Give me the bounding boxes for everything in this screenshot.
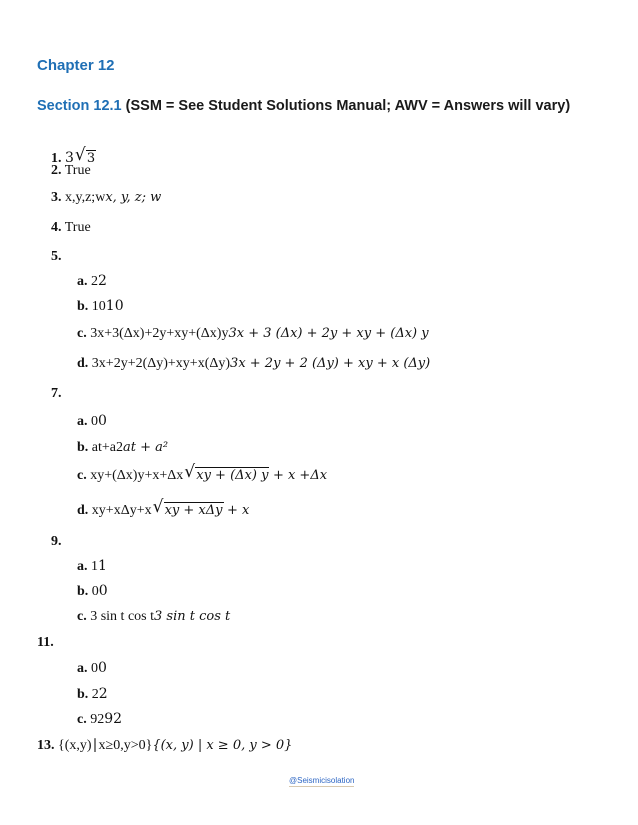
- answer-13-label: 13.: [37, 738, 55, 753]
- answer-7b-label: b.: [77, 440, 89, 455]
- answer-11b-text: 2: [91, 687, 99, 702]
- answer-7c-math-tail: + x +Δx: [272, 468, 328, 483]
- answer-9a-text: 1: [91, 559, 98, 574]
- answer-5a: [77, 272, 107, 291]
- answer-7d-label: d.: [77, 503, 89, 518]
- answer-3-math: x, y, z; w: [105, 190, 162, 205]
- answer-9c-math: 3 sin t cos t: [154, 609, 231, 624]
- section-heading: [37, 98, 570, 114]
- answer-5d: [77, 355, 430, 373]
- answer-5b-label: b.: [77, 299, 89, 314]
- section-note: (SSM = See Student Solutions Manual; AWV = Answers will vary): [125, 98, 571, 114]
- answer-2-label: 2.: [51, 163, 62, 178]
- answer-3: [51, 189, 161, 207]
- answer-11a: [77, 659, 107, 678]
- answer-7d: [77, 497, 250, 520]
- answer-5c: [77, 325, 429, 343]
- answer-13: [37, 737, 292, 755]
- answer-7a-label: a.: [77, 414, 88, 429]
- answer-3-text: x,y,z;w: [65, 190, 106, 205]
- answer-7: [51, 385, 62, 403]
- answer-5a-math: 2: [98, 273, 107, 289]
- answer-13-math: {(x, y) | x ≥ 0, y > 0}: [152, 738, 293, 753]
- answer-5a-label: a.: [77, 274, 88, 289]
- answer-5d-math: 3x + 2y + 2 (Δy) + xy + x (Δy): [230, 356, 431, 371]
- answer-5: [51, 248, 62, 266]
- answer-4: [51, 219, 91, 237]
- chapter-heading: Chapter 12: [37, 57, 115, 74]
- answer-7c: [77, 462, 328, 485]
- answer-11b-math: 2: [98, 686, 108, 702]
- answer-5c-text: 3x+3(Δx)+2y+xy+(Δx)y: [90, 326, 229, 341]
- answer-1-coef: 3: [65, 150, 74, 166]
- answer-9a-math: 1: [98, 558, 107, 574]
- answer-5c-label: c.: [77, 326, 87, 341]
- answer-9a-label: a.: [77, 559, 88, 574]
- answer-11c-label: c.: [77, 712, 87, 727]
- answer-5d-text: 3x+2y+2(Δy)+xy+x(Δy): [91, 356, 231, 371]
- answer-1-label: 1.: [51, 151, 62, 166]
- answer-11c: [77, 710, 122, 729]
- answer-9b-math: 0: [98, 583, 108, 599]
- answer-9a: [77, 557, 107, 576]
- answer-9b: [77, 582, 108, 601]
- answer-7c-text: xy+(Δx)y+x+Δx: [90, 468, 184, 483]
- answer-11a-math: 0: [98, 660, 107, 676]
- answer-9: [51, 533, 62, 551]
- answer-7d-text: xy+xΔy+x: [91, 503, 152, 518]
- answer-5-label: 5.: [51, 249, 62, 264]
- answer-5c-math: 3x + 3 (Δx) + 2y + xy + (Δx) y: [228, 326, 429, 341]
- answer-7c-label: c.: [77, 468, 87, 483]
- answer-7a-text: 0: [91, 414, 98, 429]
- answer-11a-label: a.: [77, 661, 88, 676]
- answer-13-text: {(x,y)∣x≥0,y>0}: [58, 738, 153, 753]
- answer-7a-math: 0: [98, 413, 107, 429]
- answer-11-label: 11.: [37, 635, 54, 650]
- answer-7d-math-tail: + x: [227, 503, 250, 518]
- answer-5b: [77, 297, 124, 316]
- answer-11b-label: b.: [77, 687, 89, 702]
- answer-5b-text: 10: [91, 299, 106, 314]
- answer-1-sqrt: √ 3: [74, 145, 96, 166]
- watermark: @Seismicisolation: [289, 776, 355, 785]
- answer-4-text: True: [64, 220, 91, 235]
- answer-7-label: 7.: [51, 386, 62, 401]
- answer-3-label: 3.: [51, 190, 62, 205]
- answer-7b-text: at+a2: [91, 440, 124, 455]
- answer-7d-sqrt: √ xy + xΔy: [152, 497, 223, 518]
- answer-5d-label: d.: [77, 356, 89, 371]
- answer-2-text: True: [64, 163, 91, 178]
- answer-5b-math: 10: [105, 298, 124, 314]
- answer-11c-text: 92: [90, 712, 105, 727]
- answer-9c-label: c.: [77, 609, 87, 624]
- answer-9c-text: 3 sin t cos t: [90, 609, 154, 624]
- answer-9-label: 9.: [51, 534, 62, 549]
- answer-9b-label: b.: [77, 584, 89, 599]
- answer-2: [51, 162, 91, 180]
- answer-7b: [77, 439, 168, 457]
- answer-9c: [77, 608, 230, 626]
- answer-7a: [77, 412, 107, 431]
- answer-11a-text: 0: [91, 661, 98, 676]
- answer-11b: [77, 685, 108, 704]
- answer-4-label: 4.: [51, 220, 62, 235]
- answer-5a-text: 2: [91, 274, 98, 289]
- answer-11c-math: 92: [104, 711, 123, 727]
- answer-7c-sqrt: √ xy + (Δx) y: [184, 462, 269, 483]
- answer-9b-text: 0: [91, 584, 99, 599]
- answer-11: [37, 634, 54, 652]
- answer-7b-math: at + a²: [123, 440, 169, 455]
- section-number: Section 12.1: [37, 98, 122, 114]
